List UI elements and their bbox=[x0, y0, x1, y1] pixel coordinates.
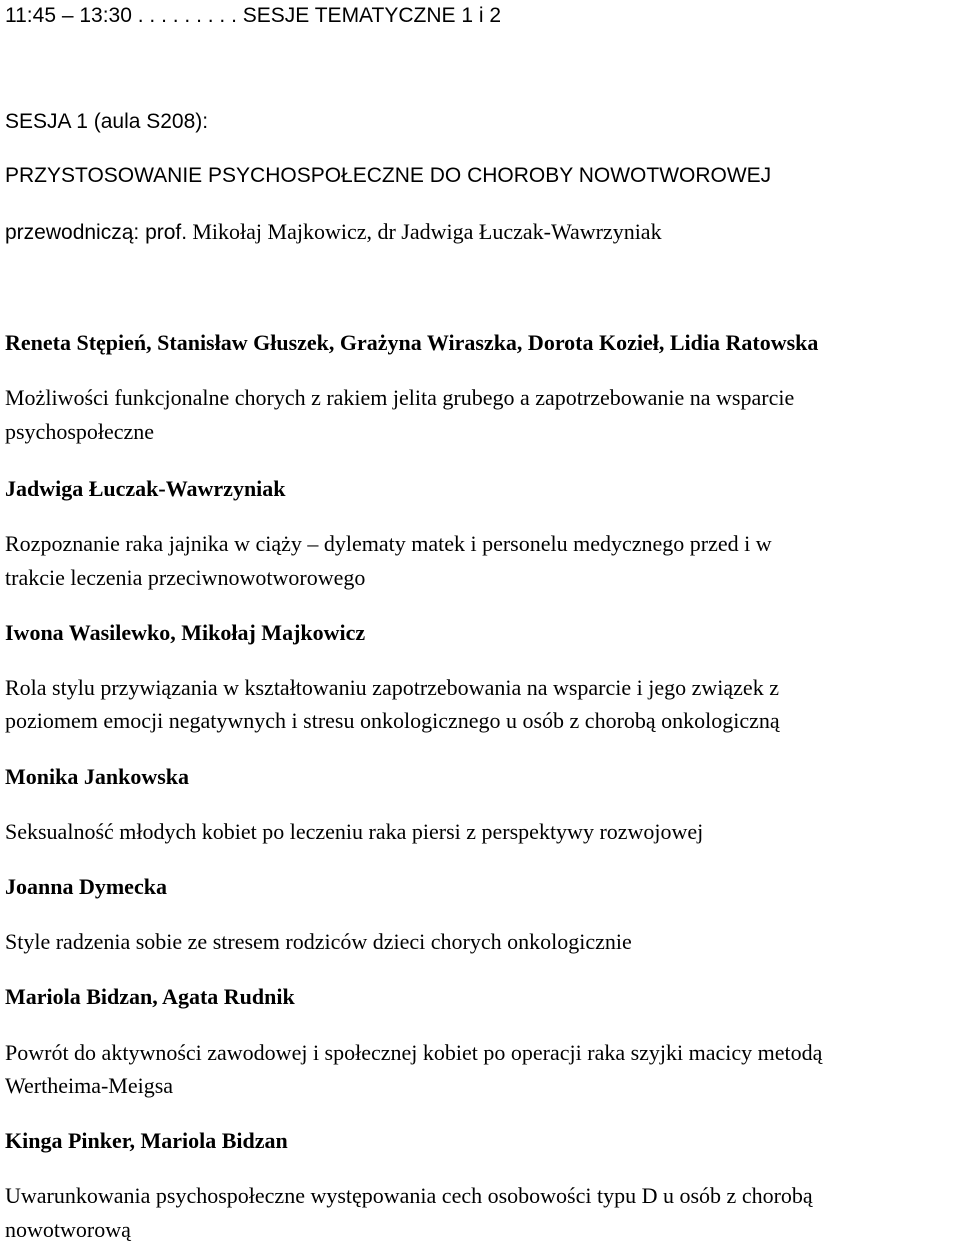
presentation-authors: Joanna Dymecka bbox=[5, 874, 167, 899]
presentation-title: Wertheima-Meigsa bbox=[5, 1073, 174, 1098]
presentation-title: Rozpoznanie raka jajnika w ciąży – dylematy matek i personelu medycznego przed i w bbox=[5, 531, 772, 556]
session-name: SESJA 1 (aula S208): bbox=[5, 110, 209, 133]
presentation-authors: Iwona Wasilewko, Mikołaj Majkowicz bbox=[5, 620, 366, 645]
presentation-title: trakcie leczenia przeciwnowotworowego bbox=[5, 565, 366, 590]
presentation-title: Możliwości funkcjonalne chorych z rakiem jelita grubego a zapotrzebowanie na wsparcie bbox=[5, 385, 795, 410]
presentation-authors: Mariola Bidzan, Agata Rudnik bbox=[5, 984, 295, 1009]
session-chairs bbox=[5, 218, 662, 247]
presentation-title: Uwarunkowania psychospołeczne występowania cech osobowości typu D u osób z chorobą bbox=[5, 1183, 813, 1208]
presentation-title: Powrót do aktywności zawodowej i społecznej kobiet po operacji raka szyjki macicy metodą bbox=[5, 1040, 823, 1065]
presentation-authors: Kinga Pinker, Mariola Bidzan bbox=[5, 1128, 288, 1153]
presentation-authors: Monika Jankowska bbox=[5, 764, 190, 789]
presentation-title: Style radzenia sobie ze stresem rodziców dzieci chorych onkologicznie bbox=[5, 929, 632, 954]
presentation-title: Rola stylu przywiązania w kształtowaniu zapotrzebowania na wsparcie i jego związek z bbox=[5, 675, 779, 700]
presentation-title: Seksualność młodych kobiet po leczeniu raka piersi z perspektywy rozwojowej bbox=[5, 819, 704, 844]
chairs-names: Mikołaj Majkowicz, dr Jadwiga Łuczak-Wawrzyniak bbox=[192, 219, 662, 244]
session-time-header: 11:45 – 13:30 . . . . . . . . . SESJE TEMATYCZNE 1 i 2 bbox=[5, 4, 502, 27]
presentation-title: psychospołeczne bbox=[5, 419, 155, 444]
presentation-title: nowotworową bbox=[5, 1217, 131, 1242]
presentation-title: poziomem emocji negatywnych i stresu onkologicznego u osób z chorobą onkologiczną bbox=[5, 708, 780, 733]
session-topic: PRZYSTOSOWANIE PSYCHOSPOŁECZNE DO CHOROBY NOWOTWOROWEJ bbox=[5, 164, 772, 187]
presentation-authors: Jadwiga Łuczak-Wawrzyniak bbox=[5, 476, 286, 501]
chairs-prefix: przewodniczą: prof. bbox=[5, 221, 188, 244]
presentation-authors: Reneta Stępień, Stanisław Głuszek, Grażyna Wiraszka, Dorota Kozieł, Lidia Ratowska bbox=[5, 330, 819, 355]
